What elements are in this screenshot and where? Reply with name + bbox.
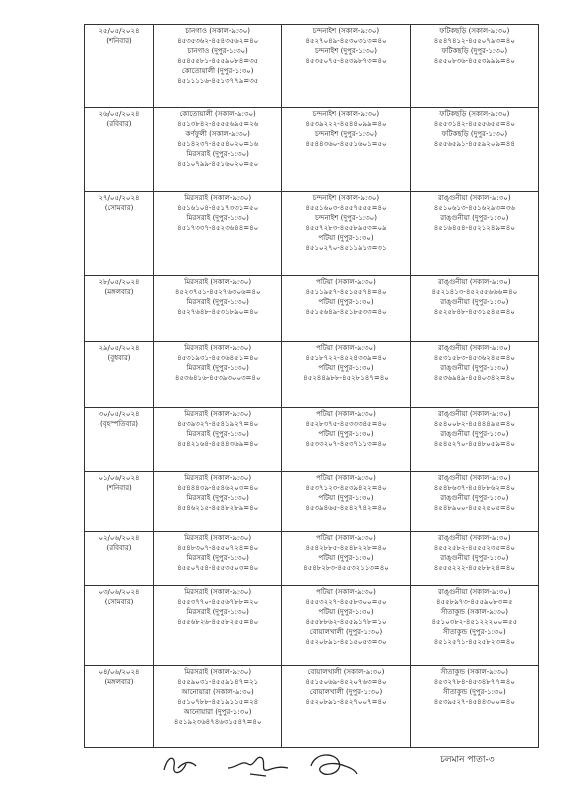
cell-line: ৪৫৫০৭৫৪-৪৫৫৩৫০৩=৪০	[177, 564, 259, 572]
schedule-cell-c3	[410, 192, 538, 276]
schedule-row	[85, 472, 539, 532]
cell-line: পটিয়া (দুপুর-১:৩০)	[318, 234, 374, 242]
date-text: ০১/০৬/২০২৪	[98, 474, 140, 482]
date-text: ২৬/০৫/২০২৪	[98, 110, 140, 118]
schedule-cell-c1	[154, 532, 282, 586]
schedule-body	[85, 25, 539, 748]
cell-line: ৪৫৫৫২২২-৪৫৫৮৮২৪=৪০	[433, 564, 515, 572]
cell-line: ৪৫২৫৮৪৮-৪৫৩১৫৪৫=৪০	[433, 308, 515, 316]
cell-line: ফটিকছড়ি (দুপুর-১:৩০)	[441, 47, 508, 55]
cell-line: চন্দনাইশ (দুপুর-১:৩০)	[315, 214, 377, 222]
cell-line: পটিয়া (দুপুর-১:৩০)	[318, 608, 374, 616]
cell-line: চন্দনাইশ (দুপুর-১:৩০)	[315, 47, 377, 55]
schedule-cell-c2	[282, 108, 410, 192]
cell-line: পটিয়া (সকাল-৯:৩০)	[316, 278, 376, 286]
cell-line: ৪৫১২৫৭১-৪৫২৫৮২৩=৪০	[433, 638, 515, 646]
cell-line: ৪৫২০৮৯১-৪৫১৫০৫৩=৩০	[305, 638, 387, 646]
schedule-cell-c2	[282, 276, 410, 342]
schedule-cell-c2	[282, 586, 410, 666]
weekday-text: (মঙ্গলবার)	[104, 288, 134, 296]
weekday-text: (সোমবার)	[104, 598, 134, 606]
cell-line: ৪৫৩৭১২৩-৪৫৩৯৪২২=৪০	[305, 484, 387, 492]
cell-line: বোয়ালখালী (দুপুর-১:৩০)	[309, 688, 383, 696]
cell-line: ৪৫১০২৭০-৪৫১১৯১৩=৩১	[305, 244, 387, 252]
schedule-cell-c3	[410, 25, 538, 108]
cell-line: ৪৫৪৮২৮৩-৪৫৫৩২১১৩=৪০	[303, 564, 389, 572]
schedule-row	[85, 586, 539, 666]
cell-line: ৪৫৪০০৮২-৪৫৪৪৪৯৫=৪০	[433, 420, 515, 428]
continued-page-note: চলমান পাতা-৩	[440, 755, 495, 765]
cell-line: রাঙ্গুনীয়া (দুপুর-১:৩০)	[440, 298, 509, 306]
cell-line: চানগাও (সকাল-৯:৩০)	[185, 27, 251, 35]
cell-line: রাঙ্গুনীয়া (সকাল-৯:৩০)	[438, 534, 511, 542]
schedule-table	[84, 24, 539, 748]
schedule-cell-c3	[410, 408, 538, 472]
cell-line: আনোয়ারা (সকাল-৯:৩০)	[181, 688, 254, 696]
schedule-cell-c1	[154, 666, 282, 748]
schedule-cell-c2	[282, 342, 410, 408]
date-cell	[85, 586, 154, 666]
cell-line: বোয়ালখালী (দুপুর-১:৩০)	[309, 628, 383, 636]
cell-line: রাঙ্গুনীয়া (দুপুর-১:৩০)	[440, 214, 509, 222]
schedule-cell-c1	[154, 586, 282, 666]
schedule-cell-c1	[154, 342, 282, 408]
cell-line: ৪৫৫৬৮২৬-৪৫৫৮২৫৫=৪০	[177, 618, 259, 626]
cell-line: পটিয়া (দুপুর-১:৩০)	[318, 494, 374, 502]
schedule-cell-c3	[410, 342, 538, 408]
cell-line: পটিয়া (দুপুর-১:৩০)	[318, 298, 374, 306]
cell-line: মিরসরাই (সকাল-৯:৩০)	[184, 588, 252, 596]
cell-line: ৪৫৩৫৩৬২-৪৫৪৩৫৬২=৪০	[177, 37, 259, 45]
date-cell	[85, 472, 154, 532]
schedule-cell-c2	[282, 532, 410, 586]
date-cell	[85, 276, 154, 342]
schedule-cell-c2	[282, 192, 410, 276]
cell-line: পটিয়া (দুপুর-১:৩০)	[318, 364, 374, 372]
cell-line: চন্দনাইশ (দুপুর-১:৩০)	[315, 130, 377, 138]
cell-line: রাঙ্গুনীয়া (সকাল-৯:৩০)	[438, 410, 511, 418]
schedule-cell-c1	[154, 408, 282, 472]
cell-line: ৪৫৫৩৭৭০-৪৫৫৬৭৮৮=২০	[177, 598, 259, 606]
cell-line: ফটিকছড়ি (সকাল-৯:৩০)	[439, 27, 510, 35]
cell-line: চন্দনাইশ (সকাল-৯:৩০)	[312, 194, 380, 202]
schedule-cell-c3	[410, 532, 538, 586]
cell-line: মিরসরাই (দুপুর-১:৩০)	[186, 554, 249, 562]
cell-line: ৪৫১৬১০৪-৪৫১৭৩৩১=৫০	[177, 204, 259, 212]
cell-line: রাঙ্গুনীয়া (সকাল-৯:৩০)	[438, 474, 511, 482]
cell-line: আনোয়ারা (দুপুর-১:৩০)	[183, 708, 252, 716]
cell-line: ৪৫১০৩৮২-৪৫১২২২০০=৫৫	[431, 618, 518, 626]
schedule-cell-c1	[154, 276, 282, 342]
cell-line: মিরসরাই (সকাল-৯:৩০)	[184, 534, 252, 542]
cell-line: ৪৫২৭০৪৯-৪৫৩০৩১৩=৪০	[305, 37, 387, 45]
date-cell	[85, 666, 154, 748]
schedule-row	[85, 408, 539, 472]
schedule-cell-c2	[282, 25, 410, 108]
cell-line: সীতাকুন্ড (সকাল-৯:৩০)	[440, 668, 509, 676]
cell-line: চন্দনাইশ (সকাল-৯:৩০)	[312, 110, 380, 118]
cell-line: ৪৫৩৬৪১৬-৪৫৩৯৩০০৩=৪০	[174, 374, 261, 382]
cell-line: ৪৫১০৬১৩-৪৫১৬২৯৩=৩৬	[433, 204, 515, 212]
date-text: ০৪/০৬/২০২৪	[98, 668, 140, 676]
schedule-cell-c3	[410, 108, 538, 192]
cell-line: ৪৫৩৯৫২৭-৪৫৪৪৩০০=৪০	[433, 698, 515, 706]
cell-line: কোতোয়ালী (সকাল-৯:৩০)	[179, 110, 256, 118]
cell-line: মিরসরাই (দুপুর-১:৩০)	[186, 150, 249, 158]
weekday-text: (রবিবার)	[106, 120, 132, 128]
cell-line: ৪৫৩১৫৮৩-৪৫৩৬২৪৫=৪০	[433, 354, 515, 362]
schedule-row	[85, 192, 539, 276]
cell-line: মিরসরাই (সকাল-৯:৩০)	[184, 194, 252, 202]
schedule-row	[85, 666, 539, 748]
weekday-text: (রবিবার)	[106, 544, 132, 552]
cell-line: পটিয়া (সকাল-৯:৩০)	[316, 534, 376, 542]
cell-line: ৪৫৫৯০৩১-৪৫৫৯১৪৭=২১	[177, 678, 259, 686]
cell-line: ৪৫৪৮৯০০-৪৫৫২৫০৫=৪০	[433, 504, 515, 512]
date-cell	[85, 532, 154, 586]
cell-line: ৪৫১০৭৮৮-৪৫১৯১১৫=২৪	[177, 698, 259, 706]
cell-line: ৪৫৫২৫৮২-৪৫৫৫২৩৫=৪০	[433, 544, 515, 552]
schedule-row	[85, 108, 539, 192]
cell-line: ৪৫৪৮৬৩৭-৪৫৪৮৮৬২=৪০	[433, 484, 515, 492]
schedule-cell-c3	[410, 586, 538, 666]
date-text: ২৯/০৫/২০২৪	[98, 344, 140, 352]
cell-line: রাঙ্গুনীয়া (দুপুর-১:৩০)	[440, 430, 509, 438]
cell-line: ৪৫২৪৪৯৮৮-৪৫২৮১৪৭=৪০	[303, 374, 389, 382]
schedule-cell-c3	[410, 276, 538, 342]
cell-line: ৪৫৫৬৫৯১-৪৫৫৯২০৯=৪৪	[433, 140, 515, 148]
cell-line: ৪৫৩৫০৭৫-৪৫৩৯৮৭৩=৪০	[305, 57, 387, 65]
cell-line: পটিয়া (সকাল-৯:৩০)	[316, 410, 376, 418]
cell-line: ৪৫২৮৩৭৫-৪৫৩৩৩৪৫=৪০	[305, 420, 387, 428]
date-cell	[85, 342, 154, 408]
cell-line: ৪৫১৭৩৩৭-৪৫২৩৬৪৪=৪০	[177, 224, 259, 232]
cell-line: রাঙ্গুনীয়া (দুপুর-১:৩০)	[440, 554, 509, 562]
weekday-text: (শনিবার)	[106, 484, 132, 492]
cell-line: মিরসরাই (দুপুর-১:৩০)	[186, 608, 249, 616]
schedule-cell-c1	[154, 472, 282, 532]
weekday-text: (শনিবার)	[106, 37, 132, 45]
cell-line: পটিয়া (সকাল-৯:৩০)	[316, 344, 376, 352]
cell-line: ৪৫৩৩২০৭-৪৫৩৭১১৩=৪০	[305, 440, 387, 448]
date-cell	[85, 108, 154, 192]
cell-line: ৪৫৩২৭৮৪-৪৫৩৪৮৭৭=৪০	[433, 678, 515, 686]
cell-line: মিরসরাই (সকাল-৯:৩০)	[184, 474, 252, 482]
cell-line: রাঙ্গুনীয়া (সকাল-৯:৩০)	[438, 588, 511, 596]
cell-line: মিরসরাই (দুপুর-১:৩০)	[186, 430, 249, 438]
cell-line: চানগাও (দুপুর-১:৩০)	[187, 47, 248, 55]
date-text: ০৩/০৬/২০২৪	[98, 588, 140, 596]
cell-line: ৪৫৫০৮৩৬-৪৫৫৩৯৯৯=৪০	[433, 57, 515, 65]
cell-line: পটিয়া (দুপুর-১:৩০)	[318, 430, 374, 438]
cell-line: ৪৫৪৮৩০৭-৪৫৫০৭২৪=৪০	[177, 544, 259, 552]
cell-line: ৪৫৪৫৫৮১-৪৫৫৯০৮৪=৩৫	[177, 57, 259, 65]
schedule-cell-c1	[154, 25, 282, 108]
cell-line: রাঙ্গুনীয়া (সকাল-৯:৩০)	[438, 278, 511, 286]
signature-2	[226, 748, 290, 782]
cell-line: ৪৫৩৯২২২-৪৫৪৪০৯৯=৪০	[305, 120, 387, 128]
cell-line: মিরসরাই (সকাল-৯:৩০)	[184, 410, 252, 418]
cell-line: পটিয়া (দুপুর-১:৩০)	[318, 554, 374, 562]
cell-line: ৪৫৪৭৪১২-৪৫৫০৭৯৩=৪০	[433, 37, 515, 45]
cell-line: মিরসরাই (দুপুর-১:৩০)	[186, 214, 249, 222]
cell-line: ৪৫১৮৭২২-৪৫২৪৩৩৯=৪০	[305, 354, 387, 362]
weekday-text: (বুধবার)	[107, 354, 131, 362]
cell-line: সীতাকুন্ড (দুপুর-১:৩০)	[442, 688, 506, 696]
cell-line: ৪৫৪২১৬৪-৪৫৪৪৩৬৯=৪০	[177, 440, 259, 448]
schedule-cell-c2	[282, 472, 410, 532]
date-cell	[85, 408, 154, 472]
weekday-text: (সোমবার)	[104, 204, 134, 212]
cell-line: মিরসরাই (দুপুর-১:৩০)	[186, 298, 249, 306]
cell-line: ৪৫৩৯৩২৭-৪৫৪১৯২৭=৪০	[177, 420, 259, 428]
cell-line: ৪৫৪২৮৮৫-৪৫৪৮২২৮=৪০	[305, 544, 387, 552]
cell-line: রাঙ্গুনীয়া (সকাল-৯:৩০)	[438, 194, 511, 202]
schedule-cell-c3	[410, 472, 538, 532]
cell-line: মিরসরাই (সকাল-৯:৩০)	[184, 668, 252, 676]
signature-1	[160, 748, 200, 780]
cell-line: মিরসরাই (দুপুর-১:৩০)	[186, 364, 249, 372]
cell-line: ৪৫৫৮৮৬২-৪৫৫৯১৭৮=১০	[305, 618, 387, 626]
date-text: ০২/০৬/২০২৪	[98, 534, 140, 542]
cell-line: ৪৫২৭৬৪৮-৪৫৩১৮৯০=৪০	[177, 308, 259, 316]
cell-line: ৪৫৪৪৩৬০-৪৫৫১৬০১=৫০	[305, 140, 387, 148]
weekday-text: (বৃহস্পতিবার)	[99, 420, 139, 428]
cell-line: ৪৫৩৯৪৬৫-৪৫৪২৭৪২=৪০	[305, 504, 387, 512]
signature-3	[305, 748, 359, 782]
cell-line: ৪৫৪৪৪৩৯-৪৫৪৬২০৩=৪০	[177, 484, 259, 492]
date-text: ২৭/০৫/২০২৪	[98, 194, 140, 202]
cell-line: রাঙ্গুনীয়া (দুপুর-১:৩০)	[440, 364, 509, 372]
weekday-text: (মঙ্গলবার)	[104, 678, 134, 686]
cell-line: ফটিকছড়ি (সকাল-৯:৩০)	[439, 110, 510, 118]
cell-line: ৪৫২০৮৯১-৪৫২৭০০৭=৪০	[305, 698, 387, 706]
cell-line: ৪৫৫৩১৪২-৪৫৫৫৬৫৫=৪০	[433, 120, 515, 128]
cell-line: ৪৫৫৮৯৭৩-৪৫৫৯০৮৩=৫	[436, 598, 513, 606]
schedule-cell-c2	[282, 666, 410, 748]
cell-line: ৪৫১৬৪৫৪-৪৫২১২৪৯=৪০	[433, 224, 515, 232]
date-cell	[85, 192, 154, 276]
cell-line: ৪৫৫৩২২৭-৪৫৫৮৩০০=৫০	[305, 598, 387, 606]
schedule-row	[85, 25, 539, 108]
date-text: ২৫/০৫/২০২৪	[98, 27, 140, 35]
cell-line: ফটিকছড়ি (দুপুর-১:৩০)	[441, 130, 508, 138]
cell-line: পটিয়া (সকাল-৯:৩০)	[316, 474, 376, 482]
date-cell	[85, 25, 154, 108]
cell-line: চন্দনাইশ (সকাল-৯:৩০)	[312, 27, 380, 35]
cell-line: রাঙ্গুনীয়া (দুপুর-১:৩০)	[440, 494, 509, 502]
cell-line: মিরসরাই (সকাল-৯:৩০)	[184, 344, 252, 352]
cell-line: ৪৫৩১৯৩১-৪৫৩৬৪৫১=৪০	[177, 354, 259, 362]
cell-line: রাঙ্গুনীয়া (সকাল-৯:৩০)	[438, 344, 511, 352]
cell-line: ৪৫৩৬৯৪৯-৪৫৪০৩৪২=৪০	[433, 374, 515, 382]
schedule-cell-c1	[154, 192, 282, 276]
cell-line: পটিয়া (সকাল-৯:৩০)	[316, 588, 376, 596]
cell-line: ৪৫২৩৭৫১-৪৫২৭৬৩০৬=৪০	[174, 288, 261, 296]
date-text: ৩০/০৫/২০২৪	[98, 410, 140, 418]
schedule-row	[85, 532, 539, 586]
cell-line: ৪৫৪৫২৭০-৪৫৪৮০৫৯=৪০	[433, 440, 515, 448]
cell-line: ৪৫৪৬২১৫-৪৫৪৮২৮৯=৪০	[177, 504, 259, 512]
schedule-cell-c1	[154, 108, 282, 192]
cell-line: ৪৫৫১৬০৩-৪৫৫৭৫৫৫=৪০	[305, 204, 387, 212]
cell-line: ৪৫১৫০৬৯-৪৫২০৭৬৩=৪০	[305, 678, 387, 686]
cell-line: সীতাকুন্ড (সকাল-৯:৩০)	[440, 608, 509, 616]
cell-line: মিরসরাই (সকাল-৯:৩০)	[184, 278, 252, 286]
cell-line: ৪৫২১৪১৩-৪৫২৫৫৬৬৬=৪০	[431, 288, 518, 296]
schedule-cell-c3	[410, 666, 538, 748]
cell-line: ৪৫৫৭২৮৩-৪৫৫৮৯৫৩=০৯	[305, 224, 387, 232]
cell-line: মিরসরাই (দুপুর-১:৩০)	[186, 494, 249, 502]
cell-line: সীতাকুন্ড (দুপুর-১:৩০)	[442, 628, 506, 636]
cell-line: ৪৫১৫৬৪৯-৪৫১৮৫৩৩=৪০	[305, 308, 387, 316]
cell-line: ৪৫১০৭৯৯-৪৫১৬০২০=৫০	[177, 160, 259, 168]
cell-line: ৪৫১৪২৩৭-৪৫৫৪০২০=১৬	[177, 140, 259, 148]
schedule-row	[85, 342, 539, 408]
cell-line: কোতোয়ালী (দুপুর-১:৩০)	[181, 67, 254, 75]
cell-line: বোয়ালখালী (সকাল-৯:৩০)	[307, 668, 385, 676]
date-text: ২৮/০৫/২০২৪	[98, 278, 140, 286]
cell-line: ৪৫১৩৮৪২-৪৫৫৫৬৯৫=২৬	[177, 120, 259, 128]
cell-line: ৪৫১৯২৩৬৪৭৪৬৩১৫৪৭=৪০	[173, 718, 262, 726]
schedule-cell-c2	[282, 408, 410, 472]
schedule-row	[85, 276, 539, 342]
cell-line: ৪৫১১১১৬-৪৫১৩৭৭৯=৩৫	[177, 77, 259, 85]
cell-line: কর্ণফুলী (সকাল-৯:৩০)	[185, 130, 250, 138]
cell-line: ৪৫১১৯৫৭-৪৫১৫৫৭৪=৪০	[305, 288, 387, 296]
